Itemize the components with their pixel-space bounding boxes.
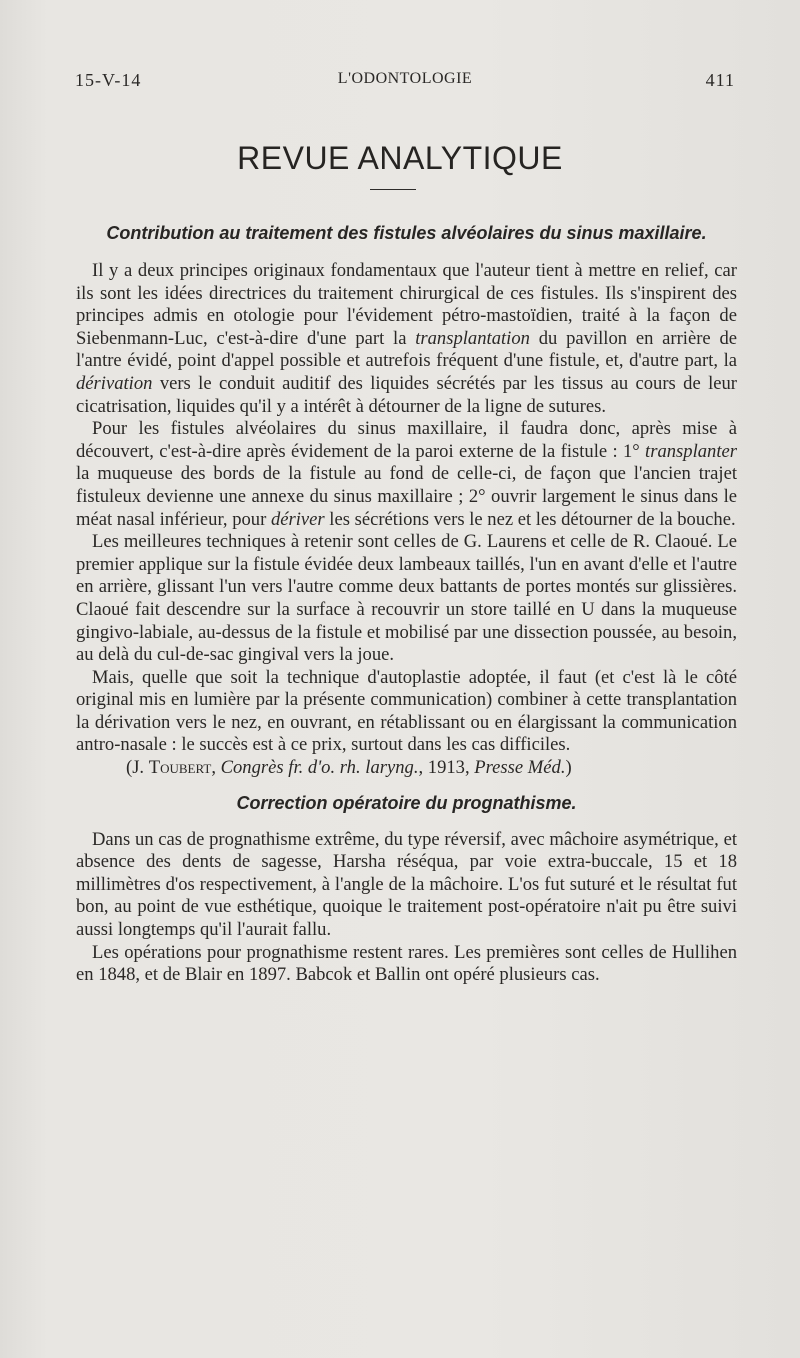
citation-author: Toubert: [148, 757, 212, 779]
emphasis-transplantation: transplantation: [415, 327, 530, 349]
article-1-paragraph-3: Les meilleures techniques à retenir sont celles de G. Laurens et celle de R. Claoué. Le premier applique sur la fistule évidée deux lambeaux taillés, l'un en avant d'elle et l'autre en arrière, glissant l'un vers l'autre comme deux battants de portes montés sur glissières. Claoué fait descendre sur la surface à recouvrir un store taillé en U dans la muqueuse gingivo-labiale, au-dessus de la fistule et mobilisé par une dissection poussée, au besoin, au delà du cul-de-sac gingival vers la joue.: [76, 531, 737, 666]
article-1-paragraph-1: [76, 260, 737, 418]
page-number: 411: [705, 70, 735, 90]
text-run: , 1913,: [418, 757, 475, 779]
text-run: la muqueuse des bords de la fistule au fond de celle-ci, de façon que l'ancien trajet fistuleux devienne une annexe du sinus maxillaire ; 2° ouvrir largement le sinus dans le méat nasal inférieur, pour: [76, 463, 737, 530]
article-2-paragraph-1: Dans un cas de prognathisme extrême, du type réversif, avec mâchoire asymétrique, et absence des dents de sagesse, Harsha réséqua, par voie extra-buccale, 15 et 18 millimètres d'os respectivement, à l'angle de la mâchoire. L'os fut suturé et le résultat fut bon, au point de vue esthétique, quoique le traitement post-opératoire n'ait pu être suivi aussi longtemps qu'il l'aurait fallu.: [76, 828, 737, 941]
emphasis-transplanter: transplanter: [645, 440, 737, 462]
article-1-paragraph-4: Mais, quelle que soit la technique d'autoplastie adoptée, il faut (et c'est là le côté original mis en lumière par la présente communication) combiner à cette transplantation la dérivation vers le nez, en ouvrant, en rétablissant ou en élargissant la communication antro-nasale : le succès est à ce prix, surtout dans les cas difficiles.: [76, 666, 737, 756]
text-run: (J.: [126, 757, 149, 779]
running-header: [75, 70, 735, 100]
citation-journal: Presse Méd.: [474, 757, 566, 779]
title-rule: [370, 189, 416, 190]
journal-name: L'ODONTOLOGIE: [337, 70, 473, 87]
issue-date: 15-V-14: [75, 70, 142, 90]
article-1-title: Contribution au traitement des fistules alvéolaires du sinus maxillaire.: [106, 223, 707, 243]
article-1-citation: [76, 757, 737, 780]
article-body: [76, 222, 737, 987]
text-run: les sécrétions vers le nez et les détourner de la bouche.: [324, 508, 736, 530]
article-1-paragraph-2: [76, 418, 737, 531]
article-2-paragraph-2: Les opérations pour prognathisme restent rares. Les premières sont celles de Hullihen en 1848, et de Blair en 1897. Babcok et Ballin ont opéré plusieurs cas.: [76, 941, 737, 986]
text-run: vers le conduit auditif des liquides sécrétés par les tissus au cours de leur cicatrisation, liquides qu'il y a intérêt à détourner de la ligne de sutures.: [76, 372, 737, 417]
emphasis-derivation: dérivation: [76, 372, 153, 394]
text-run: Il y a deux principes originaux fondamentaux que l'auteur tient à mettre en relief, car ils sont les idées directrices du traitement chirurgical de ces fistules. Ils s'inspirent des principes admis en otologie pour l'évidement pétro-mastoïdien, traité à la façon de Siebenmann-Luc, c'est-à-dire d'une part la: [76, 260, 737, 349]
text-run: ,: [211, 757, 221, 779]
emphasis-deriver: dériver: [270, 508, 325, 530]
text-run: Pour les fistules alvéolaires du sinus maxillaire, il faudra donc, après mise à découvert, c'est-à-dire après évidement de la paroi externe de la fistule : 1°: [76, 418, 737, 462]
article-2-title: Correction opératoire du prognathisme.: [236, 792, 577, 813]
citation-source: Congrès fr. d'o. rh. laryng.: [220, 757, 419, 779]
text-run: ): [565, 757, 572, 779]
section-title: REVUE ANALYTIQUE: [237, 140, 563, 176]
text-run: du pavillon en arrière de l'antre évidé, point d'appel possible et autrefois fréquent d'une fistule, et, d'autre part, la: [76, 327, 737, 372]
